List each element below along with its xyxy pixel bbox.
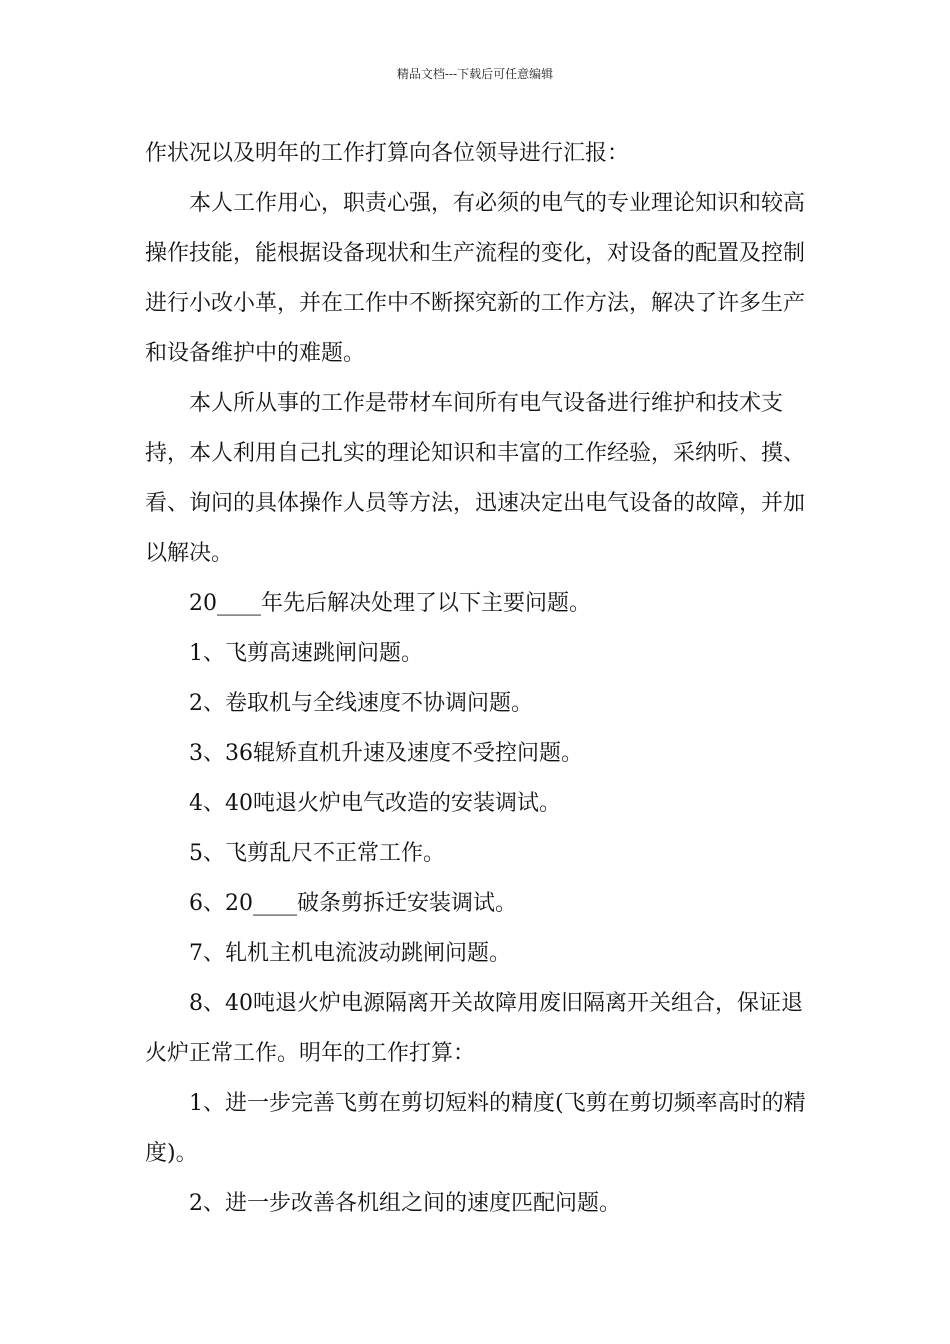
list-item: 3、36辊矫直机升速及速度不受控问题。	[189, 741, 583, 766]
document-body	[145, 129, 820, 1229]
plan-item: 2、进一步改善各机组之间的速度匹配问题。	[189, 1191, 621, 1216]
plan-item: 1、进一步完善飞剪在剪切短料的精度(飞剪在剪切频率高时的精度)。	[145, 1091, 806, 1166]
list-item: 5、飞剪乱尺不正常工作。	[189, 841, 445, 866]
list-item: 2、卷取机与全线速度不协调问题。	[189, 691, 533, 716]
paragraph-work-attitude: 本人工作用心，职责心强，有必须的电气的专业理论知识和较高操作技能，能根据设备现状和生产流程的变化，对设备的配置及控制进行小改小革，并在工作中不断探究新的工作方法，解决了许多生产和设备维护中的难题。	[145, 191, 806, 366]
paragraph-problems-intro: 20____年先后解决处理了以下主要问题。	[189, 591, 591, 616]
list-item: 6、20____破条剪拆迁安装调试。	[189, 891, 517, 916]
page-header: 精品文档---下载后可任意编辑	[396, 67, 554, 81]
paragraph-work-duties: 本人所从事的工作是带材车间所有电气设备进行维护和技术支持，本人利用自己扎实的理论知识和丰富的工作经验，采纳听、摸、看、询问的具体操作人员等方法，迅速决定出电气设备的故障，并加以解决。	[145, 391, 806, 566]
paragraph-continuation: 作状况以及明年的工作打算向各位领导进行汇报：	[145, 141, 630, 166]
list-item: 4、40吨退火炉电气改造的安装调试。	[189, 791, 561, 816]
list-item: 8、40吨退火炉电源隔离开关故障用废旧隔离开关组合，保证退火炉正常工作。明年的工作打算：	[145, 991, 803, 1066]
list-item: 7、轧机主机电流波动跳闸问题。	[189, 941, 511, 966]
list-item: 1、飞剪高速跳闸问题。	[189, 641, 423, 666]
